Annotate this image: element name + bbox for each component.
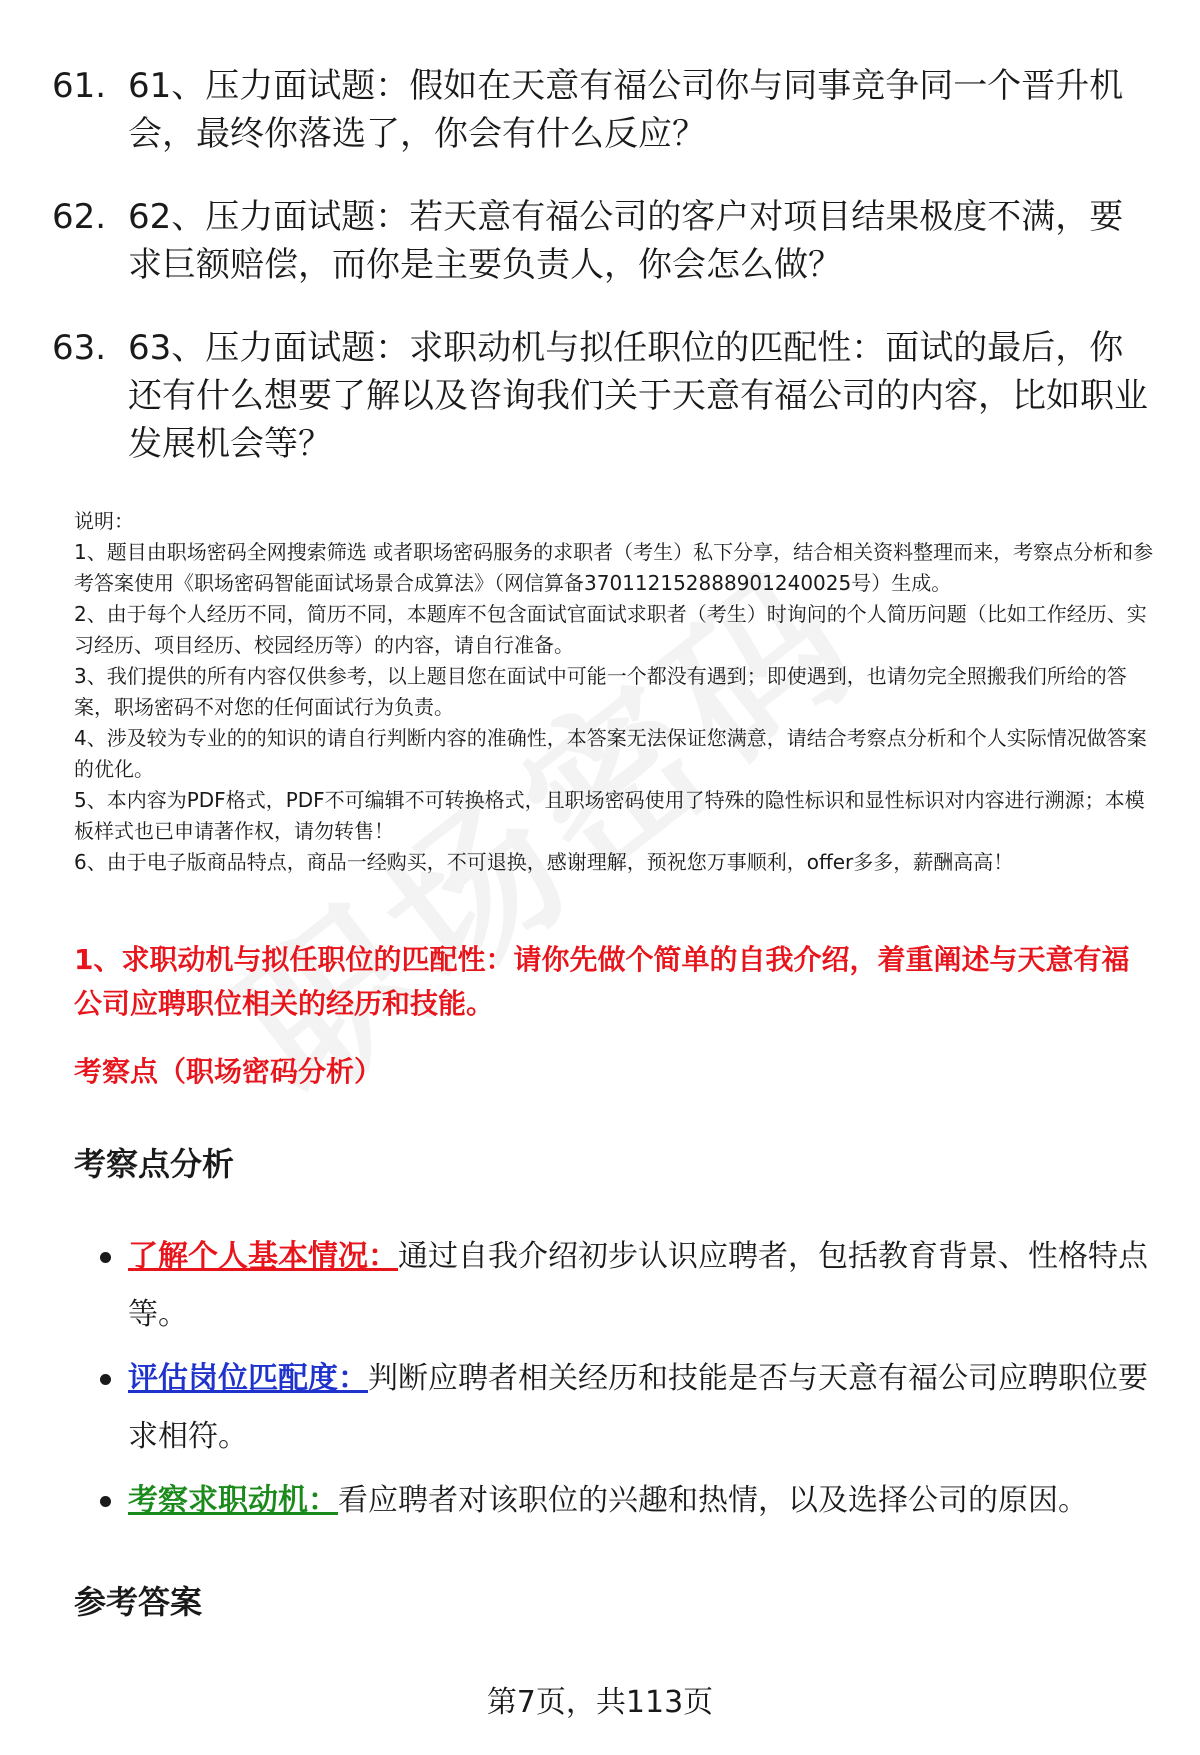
question-text: 61、压力面试题：假如在天意有福公司你与同事竞争同一个晋升机会，最终你落选了，你会有什么反应？ xyxy=(128,66,1124,154)
page-footer: 第7页，共113页 xyxy=(486,1685,714,1720)
answer-heading: 参考答案 xyxy=(74,1583,203,1621)
note-item: 6、由于电子版商品特点，商品一经购买，不可退换，感谢理解，预祝您万事顺利，offer多多，薪酬高高！ xyxy=(74,850,1014,874)
note-item: 5、本内容为PDF格式，PDF不可编辑不可转换格式，且职场密码使用了特殊的隐性标识和显性标识对内容进行溯源；本模板样式也已申请著作权，请勿转售！ xyxy=(74,788,1145,843)
question-text: 62、压力面试题：若天意有福公司的客户对项目结果极度不满，要求巨额赔偿，而你是主要负责人，你会怎么做？ xyxy=(128,197,1124,285)
section-subtitle: 考察点（职场密码分析） xyxy=(74,1055,383,1088)
analysis-item xyxy=(100,1350,1160,1466)
question-item xyxy=(52,193,1152,289)
question-text: 63、压力面试题：求职动机与拟任职位的匹配性：面试的最后，你还有什么想要了解以及咨询我们关于天意有福公司的内容，比如职业发展机会等？ xyxy=(128,328,1148,464)
question-number: 63. xyxy=(52,328,107,368)
bullet-icon xyxy=(100,1252,111,1263)
analysis-text: 看应聘者对该职位的兴趣和热情，以及选择公司的原因。 xyxy=(338,1483,1088,1518)
note-item: 2、由于每个人经历不同，简历不同，本题库不包含面试官面试求职者（考生）时询问的个人简历问题（比如工作经历、实习经历、项目经历、校园经历等）的内容，请自行准备。 xyxy=(74,602,1147,657)
question-number: 61. xyxy=(52,66,107,106)
analysis-label: 评估岗位匹配度： xyxy=(128,1361,368,1396)
analysis-text: 通过自我介绍初步认识应聘者，包括教育背景、性格特点等。 xyxy=(128,1239,1148,1332)
section-question-title: 1、求职动机与拟任职位的匹配性：请你先做个简单的自我介绍，着重阐述与天意有福公司应聘职位相关的经历和技能。 xyxy=(74,943,1130,1020)
bullet-icon xyxy=(100,1374,111,1385)
analysis-heading: 考察点分析 xyxy=(74,1145,235,1183)
note-item: 3、我们提供的所有内容仅供参考，以上题目您在面试中可能一个都没有遇到；即使遇到，也请勿完全照搬我们所给的答案，职场密码不对您的任何面试行为负责。 xyxy=(74,664,1127,719)
question-item xyxy=(52,324,1152,468)
notes-heading: 说明： xyxy=(74,509,134,533)
question-item xyxy=(52,62,1152,158)
analysis-label: 考察求职动机： xyxy=(128,1483,338,1518)
analysis-item xyxy=(100,1228,1160,1344)
question-number: 62. xyxy=(52,197,107,237)
notes-block xyxy=(74,506,1164,878)
note-item: 1、题目由职场密码全网搜索筛选 或者职场密码服务的求职者（考生）私下分享，结合相关资料整理而来，考察点分析和参考答案使用《职场密码智能面试场景合成算法》（网信算备370112152888901240025号）生成。 xyxy=(74,540,1154,595)
analysis-item xyxy=(100,1472,1160,1530)
bullet-icon xyxy=(100,1496,111,1507)
analysis-text: 判断应聘者相关经历和技能是否与天意有福公司应聘职位要求相符。 xyxy=(128,1361,1148,1454)
question-list xyxy=(52,62,1152,503)
analysis-label: 了解个人基本情况： xyxy=(128,1239,398,1274)
analysis-list xyxy=(100,1228,1160,1536)
note-item: 4、涉及较为专业的的知识的请自行判断内容的准确性，本答案无法保证您满意，请结合考察点分析和个人实际情况做答案的优化。 xyxy=(74,726,1147,781)
